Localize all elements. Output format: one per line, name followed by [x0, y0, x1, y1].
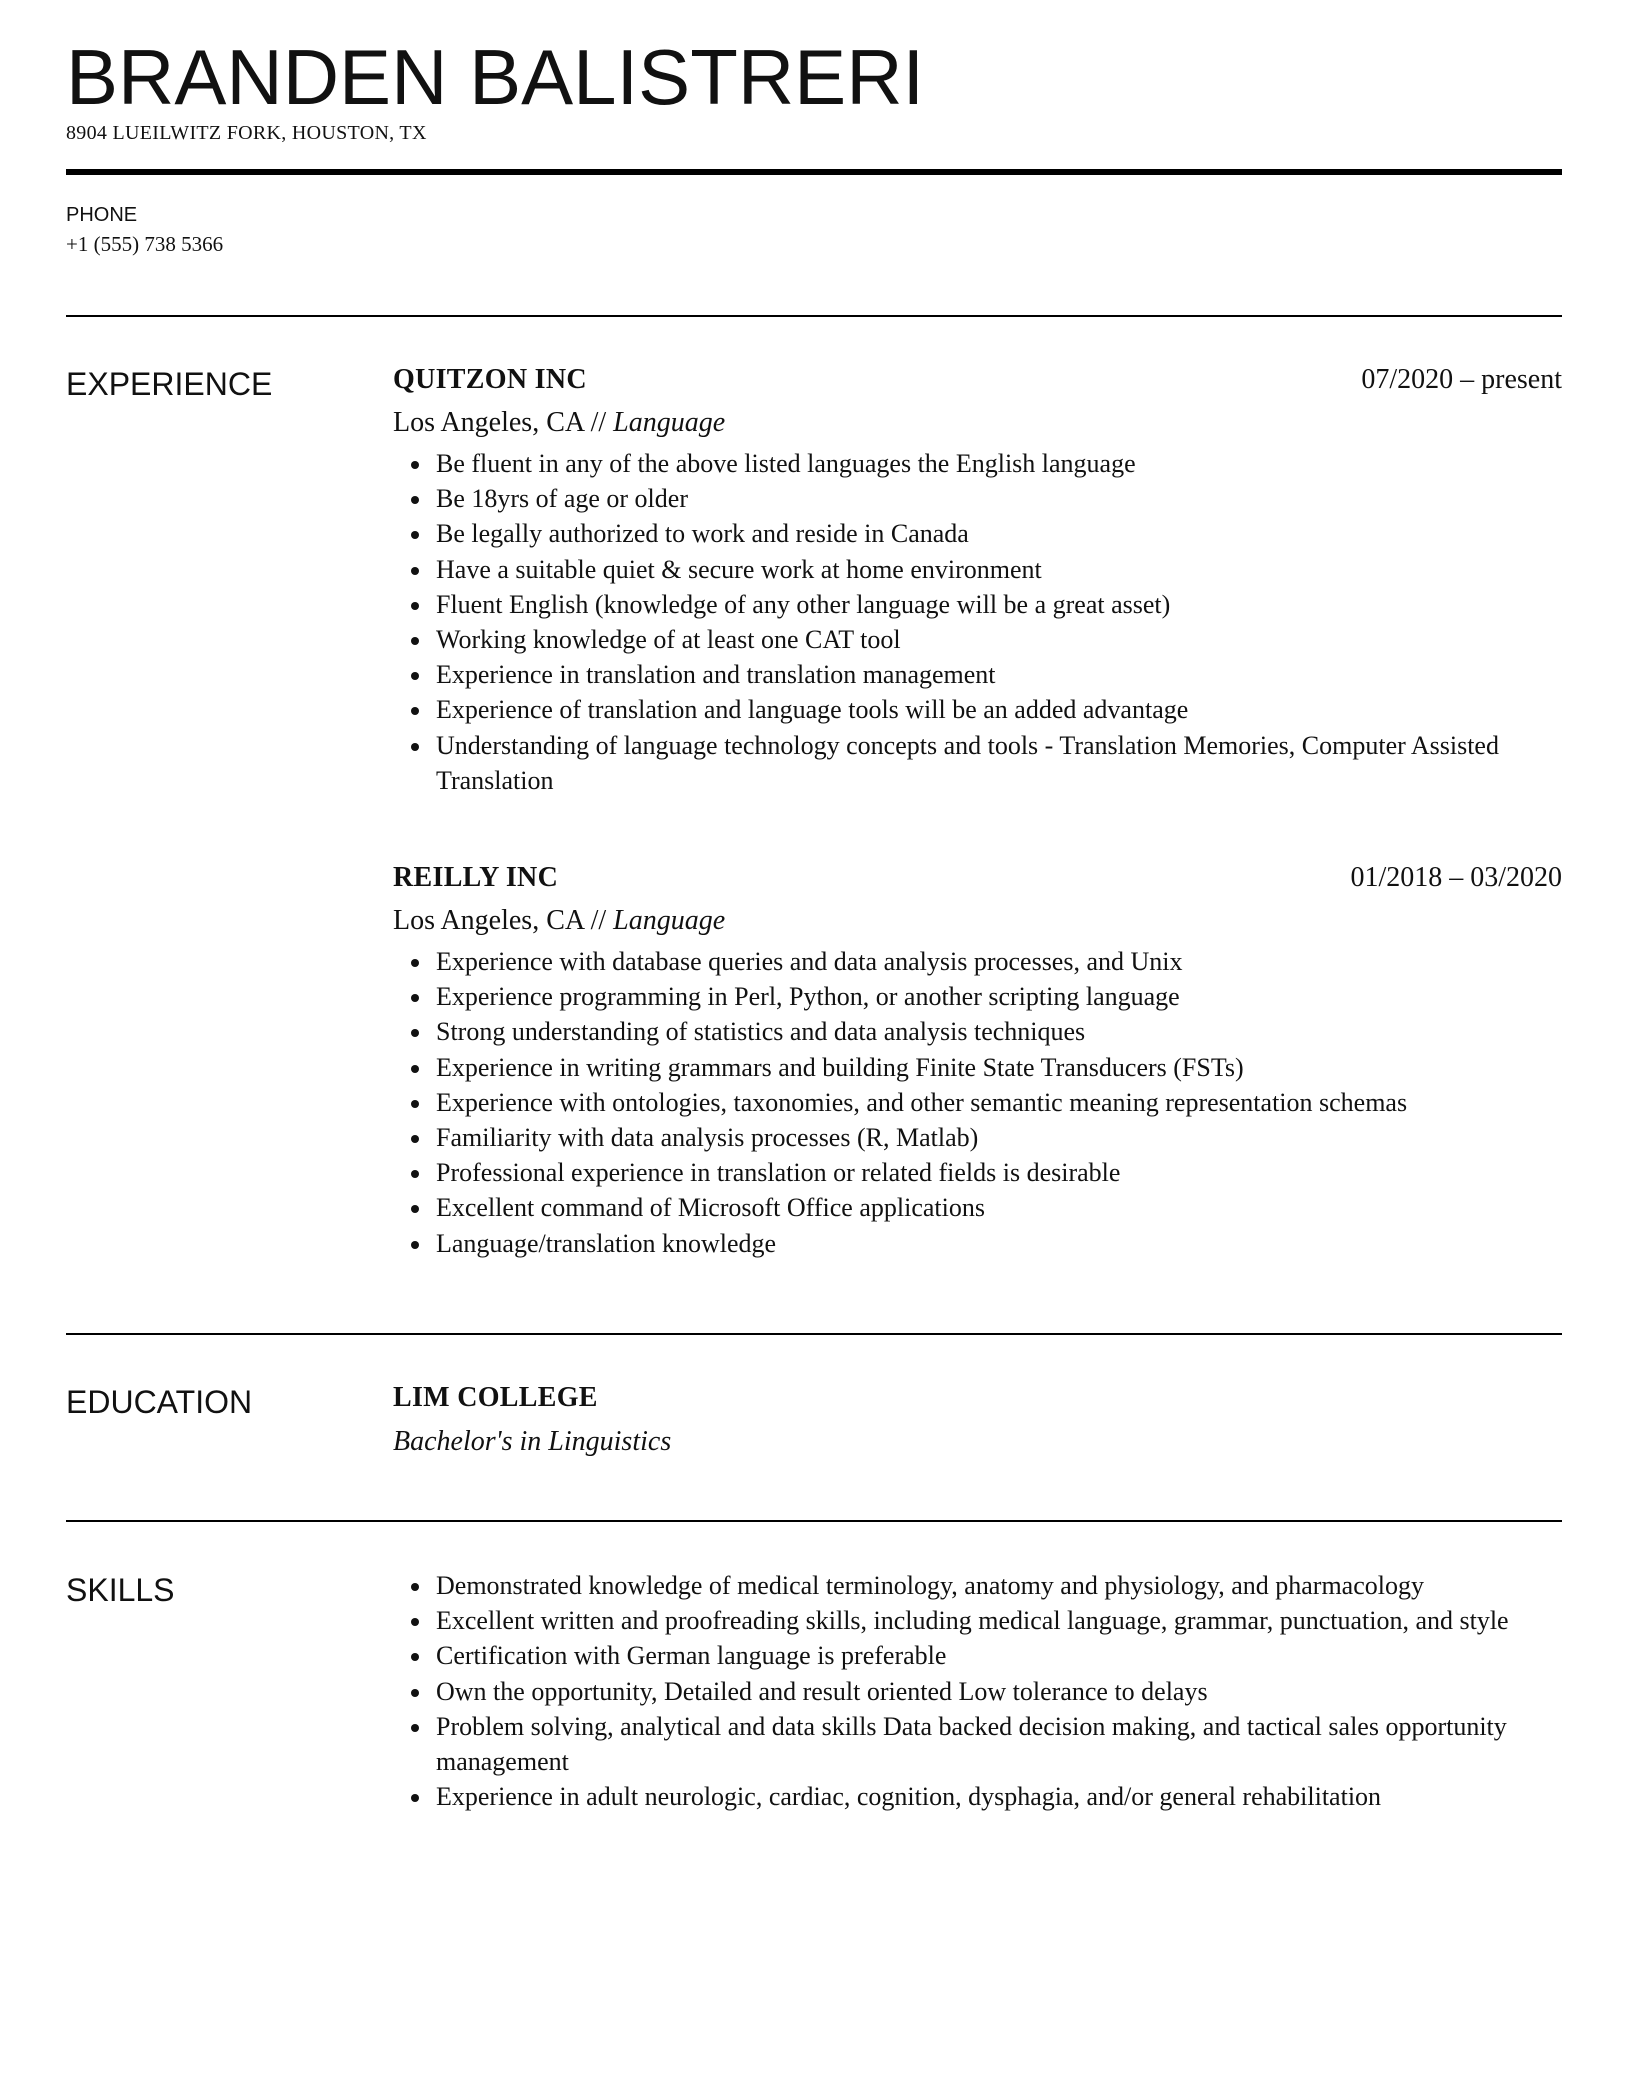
- candidate-name: BRANDEN BALISTRERI: [66, 33, 925, 121]
- job-bullet: Experience with ontologies, taxonomies, and other semantic meaning representation schemas: [436, 1085, 1562, 1120]
- job-header: [393, 862, 1562, 902]
- candidate-address: 8904 LUEILWITZ FORK, HOUSTON, TX: [66, 122, 427, 144]
- job-bullet: Familiarity with data analysis processes (R, Matlab): [436, 1120, 1562, 1155]
- job-bullet: Be legally authorized to work and reside in Canada: [436, 516, 1562, 551]
- skill-item: Experience in adult neurologic, cardiac, cognition, dysphagia, and/or general rehabilitation: [436, 1779, 1562, 1814]
- job-company: REILLY INC: [393, 862, 559, 893]
- job-bullet: Strong understanding of statistics and data analysis techniques: [436, 1014, 1562, 1049]
- job-bullet-list: [393, 944, 1562, 1261]
- job-bullet: Be fluent in any of the above listed languages the English language: [436, 446, 1562, 481]
- education-header: [393, 1382, 1562, 1422]
- education-entry: [393, 1382, 1562, 1462]
- job-bullet-list: [393, 446, 1562, 798]
- job-bullet: Experience in writing grammars and building Finite State Transducers (FSTs): [436, 1050, 1562, 1085]
- job-bullet: Experience programming in Perl, Python, or another scripting language: [436, 979, 1562, 1014]
- skill-item: Own the opportunity, Detailed and result oriented Low tolerance to delays: [436, 1674, 1562, 1709]
- skill-item: Demonstrated knowledge of medical terminology, anatomy and physiology, and pharmacology: [436, 1568, 1562, 1603]
- job-location: Los Angeles, CA: [393, 407, 584, 438]
- job-dates: 01/2018 – 03/2020: [1350, 862, 1562, 893]
- degree: Bachelor's in Linguistics: [393, 1426, 672, 1457]
- job-bullet: Professional experience in translation or related fields is desirable: [436, 1155, 1562, 1190]
- section-divider: [66, 1520, 1562, 1522]
- job-role: Language: [613, 905, 726, 936]
- job-bullet: Language/translation knowledge: [436, 1226, 1562, 1261]
- phone-value: +1 (555) 738 5366: [66, 232, 224, 256]
- job-bullet: Have a suitable quiet & secure work at home environment: [436, 552, 1562, 587]
- education-section-title: EDUCATION: [66, 1384, 253, 1420]
- experience-section-title: EXPERIENCE: [66, 366, 273, 402]
- skills-list: [393, 1568, 1562, 1814]
- job-location-line: [393, 404, 1562, 442]
- job-entry: [393, 364, 1562, 798]
- job-role: Language: [613, 407, 726, 438]
- skills-section-title: SKILLS: [66, 1572, 175, 1608]
- job-header: [393, 364, 1562, 404]
- skill-item: Problem solving, analytical and data skills Data backed decision making, and tactical sales opportunity management: [436, 1709, 1562, 1779]
- section-divider: [66, 315, 1562, 317]
- phone-label: PHONE: [66, 204, 138, 226]
- job-bullet: Fluent English (knowledge of any other language will be a great asset): [436, 587, 1562, 622]
- school-name: LIM COLLEGE: [393, 1382, 598, 1413]
- skill-item: Excellent written and proofreading skills, including medical language, grammar, punctuation, and style: [436, 1603, 1562, 1638]
- job-separator: //: [583, 905, 614, 936]
- job-bullet: Understanding of language technology concepts and tools - Translation Memories, Computer Assisted Translation: [436, 728, 1562, 798]
- job-dates: 07/2020 – present: [1361, 364, 1562, 395]
- job-company: QUITZON INC: [393, 364, 587, 395]
- job-location-line: [393, 902, 1562, 940]
- job-separator: //: [583, 407, 614, 438]
- section-divider: [66, 1333, 1562, 1335]
- skills-entry: [393, 1568, 1562, 1814]
- job-bullet: Experience of translation and language tools will be an added advantage: [436, 692, 1562, 727]
- skill-item: Certification with German language is preferable: [436, 1638, 1562, 1673]
- job-location: Los Angeles, CA: [393, 905, 584, 936]
- job-bullet: Experience in translation and translation management: [436, 657, 1562, 692]
- job-bullet: Be 18yrs of age or older: [436, 481, 1562, 516]
- job-bullet: Experience with database queries and data analysis processes, and Unix: [436, 944, 1562, 979]
- job-bullet: Working knowledge of at least one CAT tool: [436, 622, 1562, 657]
- job-entry: [393, 862, 1562, 1261]
- job-bullet: Excellent command of Microsoft Office applications: [436, 1190, 1562, 1225]
- header-divider: [66, 169, 1562, 175]
